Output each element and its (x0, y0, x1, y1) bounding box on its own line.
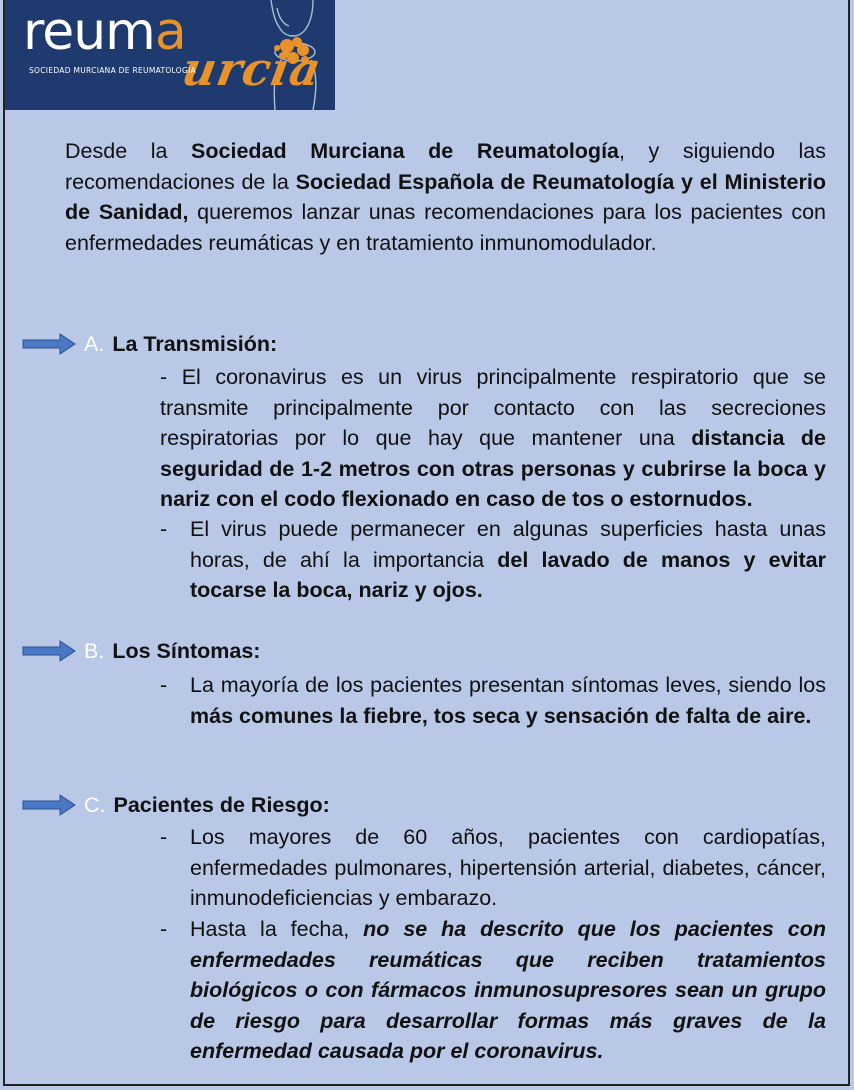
logo-script-murcia: urcia (178, 42, 326, 96)
logo-wordmark: reuma (23, 2, 186, 62)
list-item: - La mayoría de los pacientes presentan síntomas leves, siendo los más comunes la fiebre, tos seca y sensación de falta de aire. (160, 673, 826, 728)
section-title: Pacientes de Riesgo: (113, 792, 330, 817)
section-letter: B. (84, 638, 105, 663)
arrow-right-icon (22, 640, 76, 662)
section-a-heading (22, 329, 277, 359)
section-c-heading (22, 790, 330, 820)
section-b-heading (22, 636, 260, 666)
logo-subtitle: SOCIEDAD MURCIANA DE REUMATOLOGÍA (29, 66, 196, 75)
list-item: - Hasta la fecha, no se ha descrito que los pacientes con enfermedades reumáticas que reciben tratamientos biológicos o con fármacos inmunosupresores sean un grupo de riesgo para desarrollar formas más graves de la enfermedad causada por el coronavirus. (160, 917, 827, 1063)
list-item: - El virus puede permanecer en algunas superficies hasta unas horas, de ahí la importancia del lavado de manos y evitar tocarse la boca, nariz y ojos. (160, 517, 826, 602)
section-title: La Transmisión: (112, 331, 278, 356)
list-item: - El coronavirus es un virus principalmente respiratorio que se transmite principalmente por contacto con las secreciones respiratorias por lo que hay que mantener una distancia de seguridad de 1-2 metros con otras personas y cubrirse la boca y nariz con el codo flexionado en caso de tos o estornudos. (160, 365, 827, 511)
arrow-right-icon (22, 794, 76, 816)
intro-paragraph: Desde la Sociedad Murciana de Reumatología, y siguiendo las recomendaciones de la Sociedad Española de Reumatología y el Ministerio de Sanidad, queremos lanzar unas recomendaciones para los pacientes con enfermedades reumáticas y en tratamiento inmunomodulador. (65, 139, 826, 255)
reumamurcia-logo (5, 0, 335, 110)
arrow-right-icon (22, 333, 76, 355)
list-item: - Los mayores de 60 años, pacientes con cardiopatías, enfermedades pulmonares, hipertensión arterial, diabetes, cáncer, inmunodeficiencias y embarazo. (160, 825, 826, 910)
section-letter: C. (84, 792, 106, 817)
section-letter: A. (84, 331, 105, 356)
section-title: Los Síntomas: (112, 638, 261, 663)
